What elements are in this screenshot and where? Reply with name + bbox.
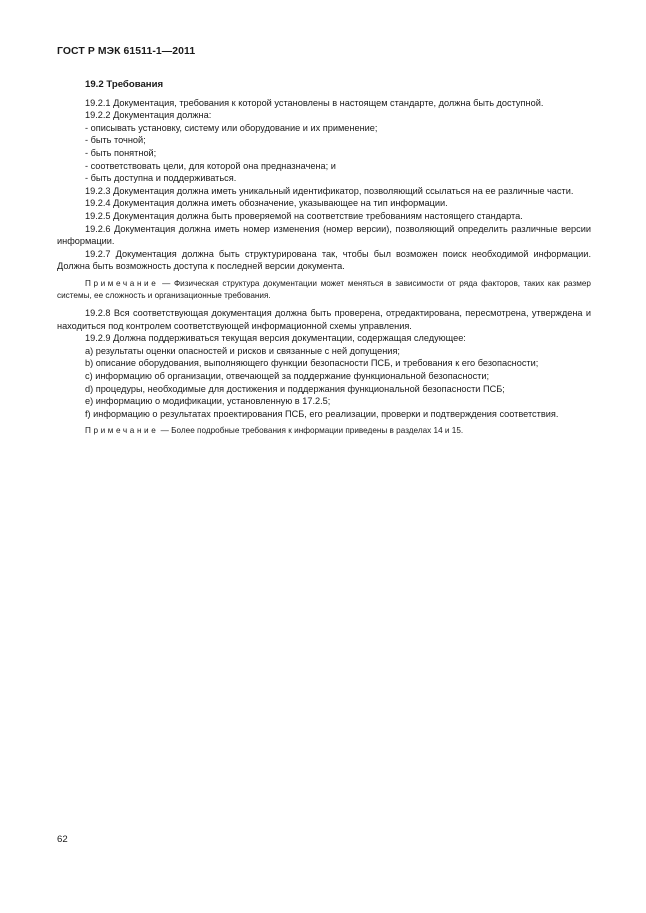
list-item: c) информацию об организации, отвечающей за поддержание функциональной безопасности;: [85, 371, 490, 382]
list-item: e) информацию о модификации, установленную в 17.2.5;: [85, 396, 331, 407]
paragraph-19-2-6: 19.2.6 Документация должна иметь номер изменения (номер версии), позволяющий определить различные версии информации.: [57, 223, 591, 247]
list-item: d) процедуры, необходимые для достижения и поддержания функциональной безопасности ПСБ;: [85, 383, 505, 394]
note-label: Примечание: [85, 426, 159, 436]
note-text: — Более подробные требования к информации приведены в разделах 14 и 15.: [158, 426, 464, 436]
section-title: 19.2 Требования: [85, 79, 164, 90]
paragraph-19-2-2: 19.2.2 Документация должна:: [85, 110, 212, 121]
note-references: [57, 425, 591, 437]
note-text: — Физическая структура документации может меняться в зависимости от ряда факторов, таких как размер системы, ее сложность и организационные требования.: [57, 278, 591, 300]
list-item: b) описание оборудования, выполняющего функции безопасности ПСБ, и требования к его безопасности;: [85, 358, 539, 369]
page-number: 62: [57, 834, 68, 845]
paragraph-19-2-7: 19.2.7 Документация должна быть структурирована так, чтобы был возможен поиск необходимой информации. Должна быть возможность доступа к последней версии документа.: [57, 248, 591, 272]
paragraph-19-2-1: 19.2.1 Документация, требования к которой установлены в настоящем стандарте, должна быть доступной.: [85, 97, 544, 108]
list-item: - описывать установку, систему или оборудование и их применение;: [85, 122, 378, 133]
list-item: a) результаты оценки опасностей и рисков и связанные с ней допущения;: [85, 345, 400, 356]
paragraph-19-2-3: 19.2.3 Документация должна иметь уникальный идентификатор, позволяющий ссылаться на ее различные части.: [85, 185, 574, 196]
list-item: - быть понятной;: [85, 147, 157, 158]
paragraph-19-2-8: 19.2.8 Вся соответствующая документация должна быть проверена, отредактирована, пересмотрена, утверждена и находиться под контролем соответствующей информационной схемы управления.: [57, 308, 591, 331]
list-item: - быть точной;: [85, 135, 146, 146]
note-label: Примечание: [85, 278, 159, 288]
note-structure: [57, 278, 591, 301]
document-body: [57, 79, 591, 443]
paragraph-19-2-4: 19.2.4 Документация должна иметь обозначение, указывающее на тип информации.: [85, 198, 448, 209]
list-item: - соответствовать цели, для которой она предназначена; и: [85, 160, 336, 171]
list-item: - быть доступна и поддерживаться.: [85, 173, 237, 184]
paragraph-19-2-9: 19.2.9 Должна поддерживаться текущая версия документации, содержащая следующее:: [85, 333, 466, 344]
document-header: ГОСТ Р МЭК 61511-1—2011: [57, 46, 196, 57]
list-item: f) информацию о результатах проектирования ПСБ, его реализации, проверки и подтверждения соответствия.: [85, 408, 559, 419]
paragraph-19-2-5: 19.2.5 Документация должна быть проверяемой на соответствие требованиям настоящего стандарта.: [85, 210, 523, 221]
